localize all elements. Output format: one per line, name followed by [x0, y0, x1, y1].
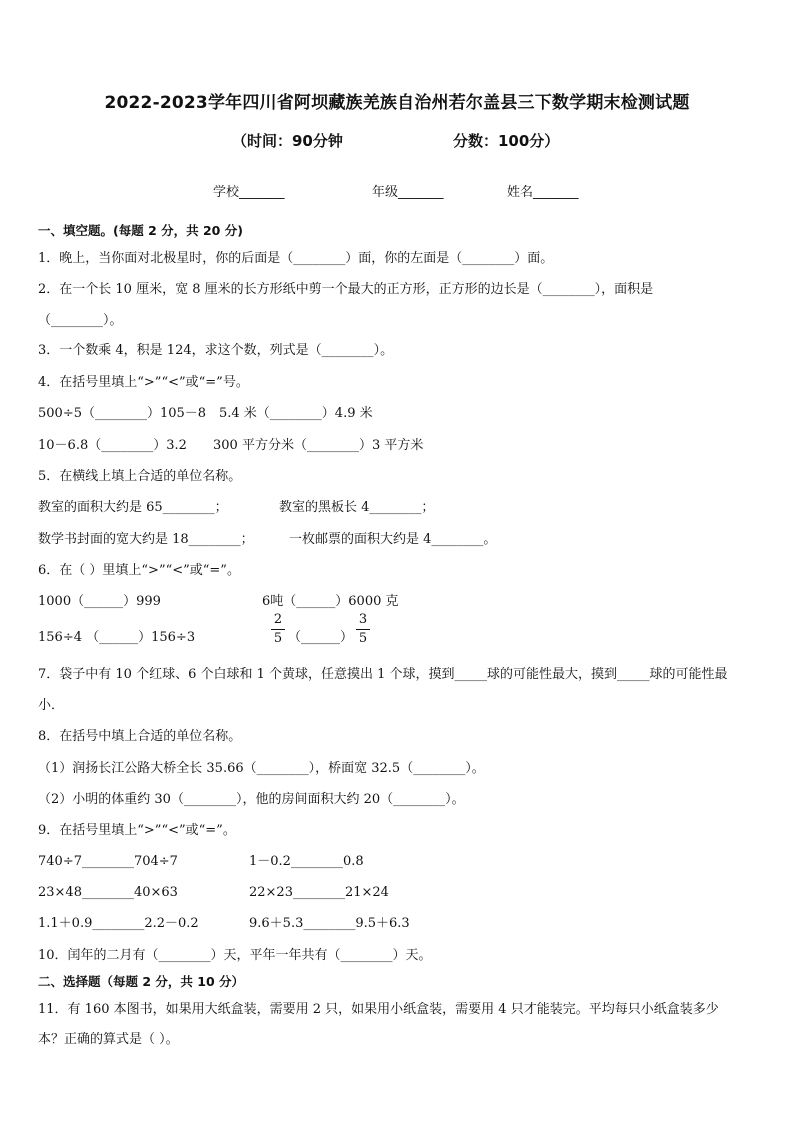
question-4-item: 5.4 米（________）4.9 米: [219, 406, 373, 421]
question-6-stem: 6．在（ ）里填上“>”“<”或“=”。: [38, 563, 240, 578]
question-4-item: 10－6.8（________）3.2: [38, 438, 187, 453]
school-field: 学校_______: [213, 185, 285, 200]
question-1: 1．晚上，当你面对北极星时，你的后面是（________）面，你的左面是（________）面。: [38, 251, 554, 266]
question-8-part-1: （1）润扬长江公路大桥全长 35.66（________），桥面宽 32.5（________）。: [38, 761, 485, 776]
grade-field: 年级_______: [372, 185, 444, 200]
question-9-item: 1－0.2________0.8: [249, 854, 364, 869]
fraction-left: [271, 612, 285, 647]
fraction-denominator: 5: [358, 631, 368, 646]
question-8-part-2: （2）小明的体重约 30（________），他的房间面积大约 20（________）。: [38, 792, 465, 807]
name-field: 姓名_______: [507, 185, 579, 200]
fraction-numerator: 2: [273, 612, 283, 627]
question-6-compare-blank: （______）: [288, 630, 354, 645]
question-7-line-2: 小．: [38, 698, 65, 713]
question-9-item: 740÷7________704÷7: [38, 854, 178, 869]
question-9-item: 22×23________21×24: [249, 885, 389, 900]
question-6-item: 156÷4 （______）156÷3: [38, 630, 196, 645]
question-10: 10．闰年的二月有（________）天，平年一年共有（________）天。: [38, 948, 432, 963]
fraction-numerator: 3: [358, 612, 368, 627]
section-heading-multiple-choice: 二、选择题（每题 2 分，共 10 分）: [38, 974, 245, 989]
fraction-right: [356, 612, 370, 647]
question-11-line-2: 本？正确的算式是（ ）。: [38, 1032, 179, 1047]
question-2-line-1: 2．在一个长 10 厘米，宽 8 厘米的长方形纸中剪一个最大的正方形，正方形的边长是（________），面积是: [38, 282, 654, 297]
question-5-item: 一枚邮票的面积大约是 4________。: [289, 532, 497, 547]
question-6-item: 6吨（______）6000 克: [262, 594, 399, 609]
fraction-bar: [271, 629, 285, 630]
question-9-item: 1.1＋0.9________2.2－0.2: [38, 916, 199, 931]
question-9-item: 23×48________40×63: [38, 885, 178, 900]
question-4-stem: 4．在括号里填上“>”“<”或“=”号。: [38, 375, 249, 390]
fraction-denominator: 5: [273, 631, 283, 646]
question-6-item: 1000（______）999: [38, 594, 161, 609]
exam-score: 分数：100分）: [453, 132, 560, 150]
section-heading-fill-in: 一、填空题。(每题 2 分，共 20 分): [38, 223, 243, 238]
question-2-line-2: （________）。: [38, 313, 123, 328]
question-7-line-1: 7．袋子中有 10 个红球、6 个白球和 1 个黄球，任意摸出 1 个球，摸到_____球的可能性最大，摸到_____球的可能性最: [38, 667, 728, 682]
question-5-item: 教室的面积大约是 65________；: [38, 500, 228, 515]
exam-time: （时间：90分钟: [232, 132, 343, 150]
question-8-stem: 8．在括号中填上合适的单位名称。: [38, 729, 242, 744]
question-9-stem: 9．在括号里填上“>”“<”或“=”。: [38, 823, 236, 838]
fraction-bar: [356, 629, 370, 630]
question-4-item: 300 平方分米（________）3 平方米: [213, 438, 424, 453]
question-5-item: 教室的黑板长 4________；: [279, 500, 435, 515]
question-5-stem: 5．在横线上填上合适的单位名称。: [38, 469, 242, 484]
question-9-item: 9.6＋5.3________9.5＋6.3: [249, 916, 410, 931]
question-11-line-1: 11．有 160 本图书，如果用大纸盒装，需要用 2 只，如果用小纸盒装，需要用 4 只才能装完。平均每只小纸盒装多少: [38, 1002, 719, 1017]
exam-title: 2022-2023学年四川省阿坝藏族羌族自治州若尔盖县三下数学期末检测试题: [104, 93, 690, 113]
question-5-item: 数学书封面的宽大约是 18________；: [38, 532, 254, 547]
question-3: 3．一个数乘 4，积是 124，求这个数，列式是（________）。: [38, 343, 394, 358]
question-4-item: 500÷5（________）105－8: [38, 406, 207, 421]
